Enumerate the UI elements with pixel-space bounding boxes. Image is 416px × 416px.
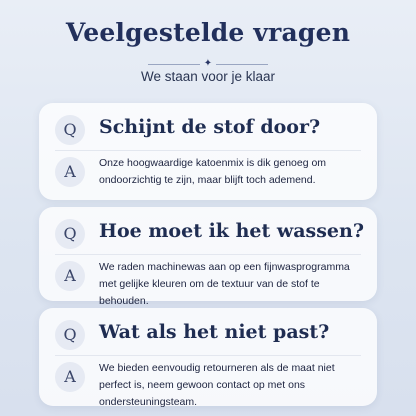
question-badge: Q [55,115,85,145]
faq-separator [55,254,361,255]
faq-item[interactable] [39,103,377,200]
faq-separator [55,355,361,356]
page-subtitle: We staan voor je klaar [140,69,276,84]
page-title: Veelgestelde vragen [65,18,351,47]
answer-badge: A [55,157,85,187]
faq-answer: Onze hoogwaardige katoenmix is dik genoeg om ondoorzichtig te zijn, maar blijft toch ademend. [99,157,327,186]
answer-badge: A [55,261,85,291]
title-divider [148,60,268,68]
answer-badge: A [55,362,85,392]
faq-answer: We raden machinewas aan op een fijnwasprogramma met gelijke kleuren om de textuur van de stof te behouden. [99,261,350,307]
faq-question[interactable]: Wat als het niet past? [99,321,330,343]
faq-question[interactable]: Hoe moet ik het wassen? [99,220,364,242]
question-badge: Q [55,219,85,249]
faq-answer: We bieden eenvoudig retourneren als de maat niet perfect is, neem gewoon contact op met ons ondersteuningsteam. [99,362,335,408]
faq-separator [55,150,361,151]
faq-item[interactable] [39,308,377,406]
question-badge: Q [55,320,85,350]
faq-item[interactable] [39,207,377,307]
faq-question[interactable]: Schijnt de stof door? [99,116,321,138]
divider-line-left [148,64,200,65]
sparkle-icon: ✦ [203,58,213,69]
divider-line-right [216,64,268,65]
